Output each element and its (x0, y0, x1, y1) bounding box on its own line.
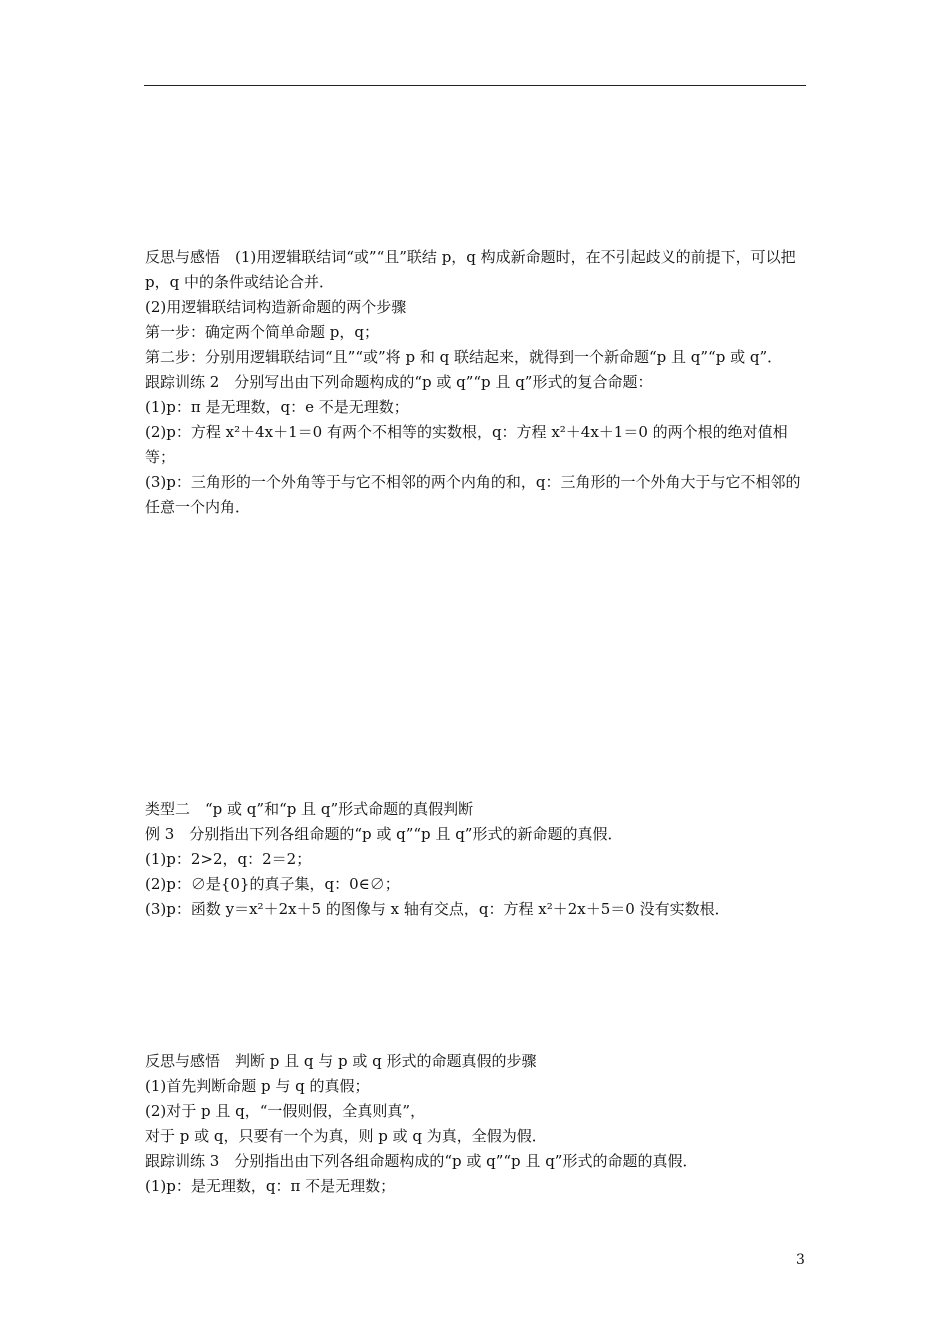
reflection-step-2: (2)对于 p 且 q，“一假则假，全真则真”， (145, 1102, 426, 1120)
page-number: 3 (796, 1252, 805, 1268)
exercise-2-item-3: (3)p：三角形的一个外角等于与它不相邻的两个内角的和，q：三角形的一个外角大于与它不相邻的任意一个内角． (145, 473, 801, 516)
example-3-item-2: (2)p：∅是{0}的真子集，q：0∈∅； (145, 875, 400, 893)
reflection-and-exercise-3 (145, 1049, 807, 1199)
example-3-item-1: (1)p：2>2，q：2＝2； (145, 850, 312, 868)
example-3-item-3: (3)p：函数 y＝x²＋2x＋5 的图像与 x 轴有交点，q：方程 x²＋2x＋5＝0 没有实数根． (145, 900, 730, 918)
example-3-prompt: 例 3 分别指出下列各组命题的“p 或 q”“p 且 q”形式的新命题的真假． (145, 825, 623, 843)
exercise-2-prompt: 跟踪训练 2 分别写出由下列命题构成的“p 或 q”“p 且 q”形式的复合命题： (145, 373, 653, 391)
header-rule (144, 85, 806, 86)
type-two-example-3 (145, 797, 807, 922)
exercise-2-item-1: (1)p：π 是无理数，q：e 不是无理数； (145, 398, 409, 416)
section-heading-type-two: 类型二 “p 或 q”和“p 且 q”形式命题的真假判断 (145, 800, 474, 818)
steps-heading: (2)用逻辑联结词构造新命题的两个步骤 (145, 298, 407, 316)
step-one: 第一步：确定两个简单命题 p，q； (145, 323, 379, 341)
reflection-step-2-cont: 对于 p 或 q，只要有一个为真，则 p 或 q 为真，全假为假． (145, 1127, 547, 1145)
reflection-step-1: (1)首先判断命题 p 与 q 的真假； (145, 1077, 370, 1095)
reflection-paragraph: 反思与感悟 (1)用逻辑联结词“或”“且”联结 p，q 构成新命题时，在不引起歧义的前提下，可以把 p，q 中的条件或结论合并． (145, 248, 796, 291)
step-two: 第二步：分别用逻辑联结词“且”“或”将 p 和 q 联结起来，就得到一个新命题“p 且 q”“p 或 q”． (145, 348, 783, 366)
reflection-heading: 反思与感悟 判断 p 且 q 与 p 或 q 形式的命题真假的步骤 (145, 1052, 537, 1070)
exercise-3-item-1: (1)p：是无理数，q：π 不是无理数； (145, 1177, 396, 1195)
exercise-3-prompt: 跟踪训练 3 分别指出由下列各组命题构成的“p 或 q”“p 且 q”形式的命题的真假． (145, 1152, 698, 1170)
exercise-2-item-2: (2)p：方程 x²＋4x＋1＝0 有两个不相等的实数根，q：方程 x²＋4x＋1＝0 的两个根的绝对值相等； (145, 423, 788, 466)
reflection-and-exercise-2 (145, 245, 807, 520)
